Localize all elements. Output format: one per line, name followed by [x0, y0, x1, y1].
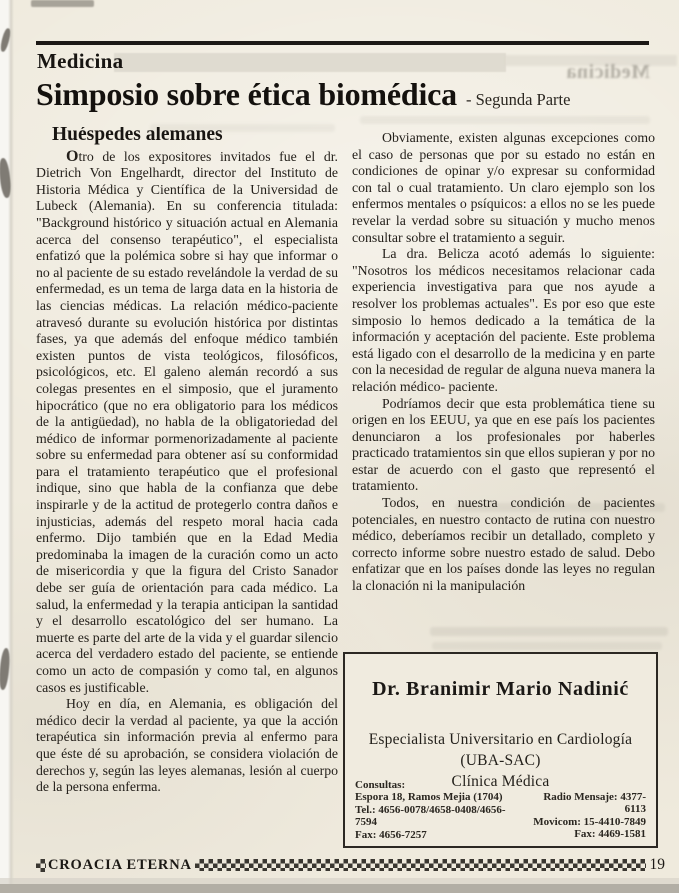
contact-right-block: [524, 779, 646, 841]
bleedthrough-ghost-text: Medicina: [566, 61, 650, 83]
doctor-ad-box: [343, 652, 658, 848]
doctor-name: Dr. Branimir Mario Nadinić: [372, 678, 629, 700]
article-paragraph: Hoy en día, en Alemania, es obligación del médico decir la verdad al paciente, ya que la acción terapéutica sin información previa al enfermo para que éste dé su aprobación, se considera violación de derechos y, según las leyes alemanas, lesión al cuerpo de la persona enferma.: [36, 696, 338, 795]
scan-smudge: [31, 0, 94, 7]
left-paragraphs: [36, 149, 338, 796]
left-column: [36, 127, 338, 855]
article-paragraph: Podríamos decir que esta problemática tiene su origen en los EEUU, ya que en ese país los pacientes denunciaron a los profesionales por haberles practicado tratamientos sin que ellos supieran y por no estar de acuerdo con el gasto que representó el tratamiento.: [352, 395, 655, 494]
article-title-row: [36, 76, 570, 113]
article-paragraph: Todos, en nuestra condición de pacientes potenciales, en nuestro contacto de rutina con nuestro médico, deberíamos recibir un detallado, completo y correcto informe sobre nuestro estado de salud. Debo enfatizar que en los países donde las leyes no regulan la clonación ni la manipulación: [352, 495, 655, 594]
bleedthrough-smudge: [360, 116, 650, 124]
checker-ornament-icon: [36, 859, 46, 872]
contact-left-lines: [355, 791, 524, 841]
contact-left-block: [355, 779, 524, 841]
scan-bottom-edge: [0, 884, 679, 893]
torn-left-edge: [0, 0, 14, 893]
contact-line: Radio Mensaje: 4377-6113: [543, 790, 646, 816]
contact-line: Fax: 4656-7257: [355, 828, 427, 841]
contact-line: Fax: 4469-1581: [574, 828, 646, 841]
doctor-specialty-line: (UBA-SAC): [460, 752, 541, 769]
doctor-specialty-line: Clínica Médica: [451, 773, 550, 790]
doctor-contact-block: [355, 779, 646, 841]
article-title: Simposio sobre ética biomédica: [36, 76, 457, 112]
article-subtitle: - Segunda Parte: [465, 90, 571, 109]
section-label: Medicina: [37, 49, 124, 73]
column-heading: Huéspedes alemanes: [52, 127, 223, 145]
bleedthrough-smudge: [114, 53, 506, 72]
contact-line: Tel.: 4656-0078/4658-0408/4656-7594: [355, 803, 506, 829]
article-paragraph: Obviamente, existen algunas excepciones como el caso de personas que por su estado no están en condiciones de opinar y/o expresar su conformidad con tal o cual tratamiento. Un claro ejemplo son los enfermos mentales o psíquicos: a ellos no se les puede revelar la verdad sobre su situación y mucho menos consultar sobre el tratamiento a seguir.: [352, 130, 655, 245]
contact-line: Movicom: 15-4410-7849: [533, 815, 646, 828]
article-paragraph: La dra. Belicza acotó además lo siguiente: "Nosotros los médicos necesitamos relacionar cada experiencia investigativa para que nos ayude a resolver los problemas actuales". Es por eso que este simposio lo hemos dedicado a la temática de la información y aceptación del paciente. Este problema está ligado con el desarrollo de la medicina y en parte con la necesidad de regular de alguna nueva manera la relación médico- paciente.: [352, 246, 655, 394]
consultas-label: Consultas:: [355, 778, 406, 791]
header-rule: [36, 41, 649, 45]
article-paragraph: Otro de los expositores invitados fue el dr. Dietrich Von Engelhardt, director del Instituto de Historia Médica y Científica de la Universidad de Lubeck (Alemania). En su conferencia titulada: "Background histórico y situación actual en Alemania acerca del consenso terapéutico", el especialista enfatizó que la polémica sobre si hay que informar o no al paciente de su estado revelándole la verdad de su enfermedad, es un tema de larga data en la historia de las ciencias médicas. La relación médico-paciente atravesó durante su evolución histórica por distintas fases, ya que además del enfoque médico también existen puntos de vista teológicos, filosóficos, psicológicos, etc. El galeno alemán recordó a sus colegas presentes en el simposio, que el juramento hipocrático (que no era obligatorio para los médicos de la antigüedad), no habla de la obligatoriedad del médico de informar pormenorizadamente al paciente sobre su enfermedad para obtener así su conformidad para el tratamiento terapéutico que el profesional indique, sino que habla de la confianza que debe inspirarle y de la actitud de protegerlo contra daños e injusticias, además del respeto moral hacia cada enfermo. Dijo también que en la Edad Media predominaba la imagen de la curación como un acto de misericordia y que la figura del Cristo Sanador debe ser guía de orientación para cada médico. La salud, la enfermedad y la terapia anticipan la santidad y el desarrollo escatológico del ser humano. La muerte es parte del arte de la vida y el guardar silencio acerca del verdadero estado del paciente, se entiende como un acto de compasión y como tal, en algunos casos es justificable.: [36, 147, 338, 695]
contact-line: Espora 18, Ramos Mejia (1704): [355, 791, 503, 804]
page-footer: [36, 855, 665, 875]
page-number: 19: [649, 856, 665, 873]
doctor-specialty-line: Especialista Universitario en Cardiología: [368, 731, 633, 748]
checker-border: [195, 859, 646, 871]
footer-brand: CROACIA ETERNA: [48, 856, 192, 873]
right-column: [352, 130, 655, 652]
